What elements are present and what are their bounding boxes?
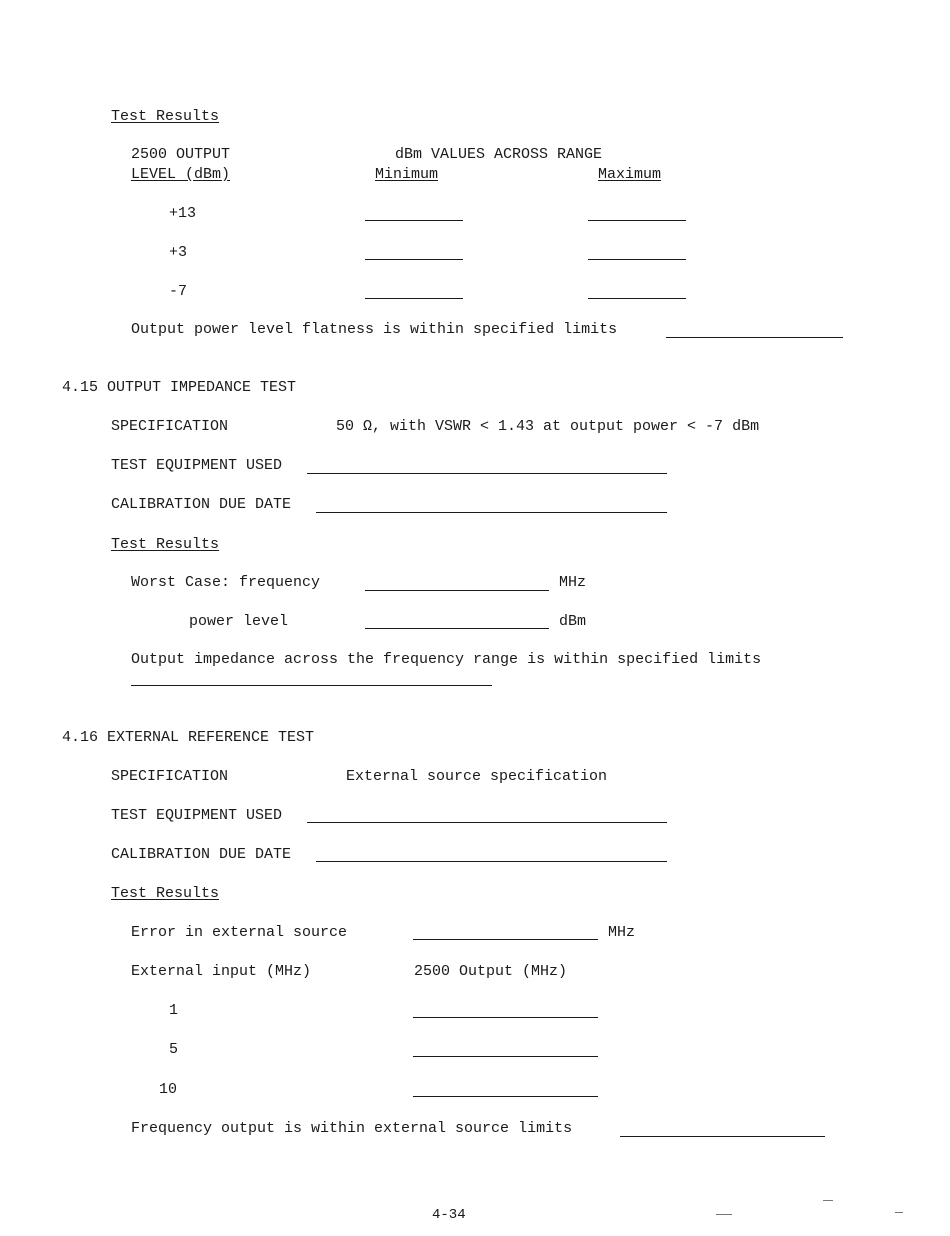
power-level-blank[interactable]	[365, 628, 549, 629]
specification-label: SPECIFICATION	[111, 418, 229, 435]
max-blank[interactable]	[588, 259, 686, 260]
output-blank[interactable]	[413, 1056, 598, 1057]
specification-value: External source specification	[346, 768, 608, 785]
external-input-value: 1	[169, 1002, 179, 1019]
worst-case-frequency-label: Worst Case: frequency	[131, 574, 321, 591]
section-heading-4-16: 4.16 EXTERNAL REFERENCE TEST	[62, 729, 315, 746]
test-equipment-label: TEST EQUIPMENT USED	[111, 457, 283, 474]
impedance-statement: Output impedance across the frequency range is within specified limits	[131, 651, 762, 668]
output-level-header: 2500 OUTPUT	[131, 146, 231, 163]
max-blank[interactable]	[588, 298, 686, 299]
error-external-source-label: Error in external source	[131, 924, 348, 941]
unit-dbm: dBm	[559, 613, 587, 630]
worst-frequency-blank[interactable]	[365, 590, 549, 591]
max-blank[interactable]	[588, 220, 686, 221]
frequency-output-statement: Frequency output is within external source limits	[131, 1120, 573, 1137]
test-results-heading: Test Results	[111, 536, 220, 553]
calibration-blank[interactable]	[316, 861, 667, 862]
page-number: 4-34	[432, 1207, 466, 1223]
min-blank[interactable]	[365, 298, 463, 299]
test-equipment-blank[interactable]	[307, 822, 667, 823]
output-header: 2500 Output (MHz)	[414, 963, 568, 980]
level-label: +13	[169, 205, 197, 222]
impedance-blank[interactable]	[131, 685, 492, 686]
level-label: -7	[169, 283, 188, 300]
range-header: dBm VALUES ACROSS RANGE	[395, 146, 603, 163]
scan-speck	[895, 1212, 903, 1213]
error-blank[interactable]	[413, 939, 598, 940]
output-blank[interactable]	[413, 1096, 598, 1097]
test-equipment-blank[interactable]	[307, 473, 667, 474]
section-heading-4-15: 4.15 OUTPUT IMPEDANCE TEST	[62, 379, 297, 396]
test-results-heading: Test Results	[111, 885, 220, 902]
minimum-header: Minimum	[375, 166, 439, 183]
flatness-statement: Output power level flatness is within specified limits	[131, 321, 618, 338]
unit-mhz: MHz	[559, 574, 587, 591]
maximum-header: Maximum	[598, 166, 662, 183]
calibration-label: CALIBRATION DUE DATE	[111, 846, 292, 863]
specification-value: 50 Ω, with VSWR < 1.43 at output power < -7 dBm	[336, 418, 760, 435]
external-input-header: External input (MHz)	[131, 963, 312, 980]
power-level-label: power level	[189, 613, 289, 630]
min-blank[interactable]	[365, 259, 463, 260]
test-results-heading: Test Results	[111, 108, 220, 125]
frequency-output-blank[interactable]	[620, 1136, 825, 1137]
specification-label: SPECIFICATION	[111, 768, 229, 785]
flatness-blank[interactable]	[666, 337, 843, 338]
external-input-value: 10	[159, 1081, 178, 1098]
calibration-blank[interactable]	[316, 512, 667, 513]
output-blank[interactable]	[413, 1017, 598, 1018]
external-input-value: 5	[169, 1041, 179, 1058]
test-equipment-label: TEST EQUIPMENT USED	[111, 807, 283, 824]
calibration-label: CALIBRATION DUE DATE	[111, 496, 292, 513]
unit-mhz: MHz	[608, 924, 636, 941]
scan-speck	[716, 1214, 732, 1215]
output-level-unit-header: LEVEL (dBm)	[131, 166, 231, 183]
scan-speck	[823, 1200, 833, 1201]
min-blank[interactable]	[365, 220, 463, 221]
level-label: +3	[169, 244, 188, 261]
